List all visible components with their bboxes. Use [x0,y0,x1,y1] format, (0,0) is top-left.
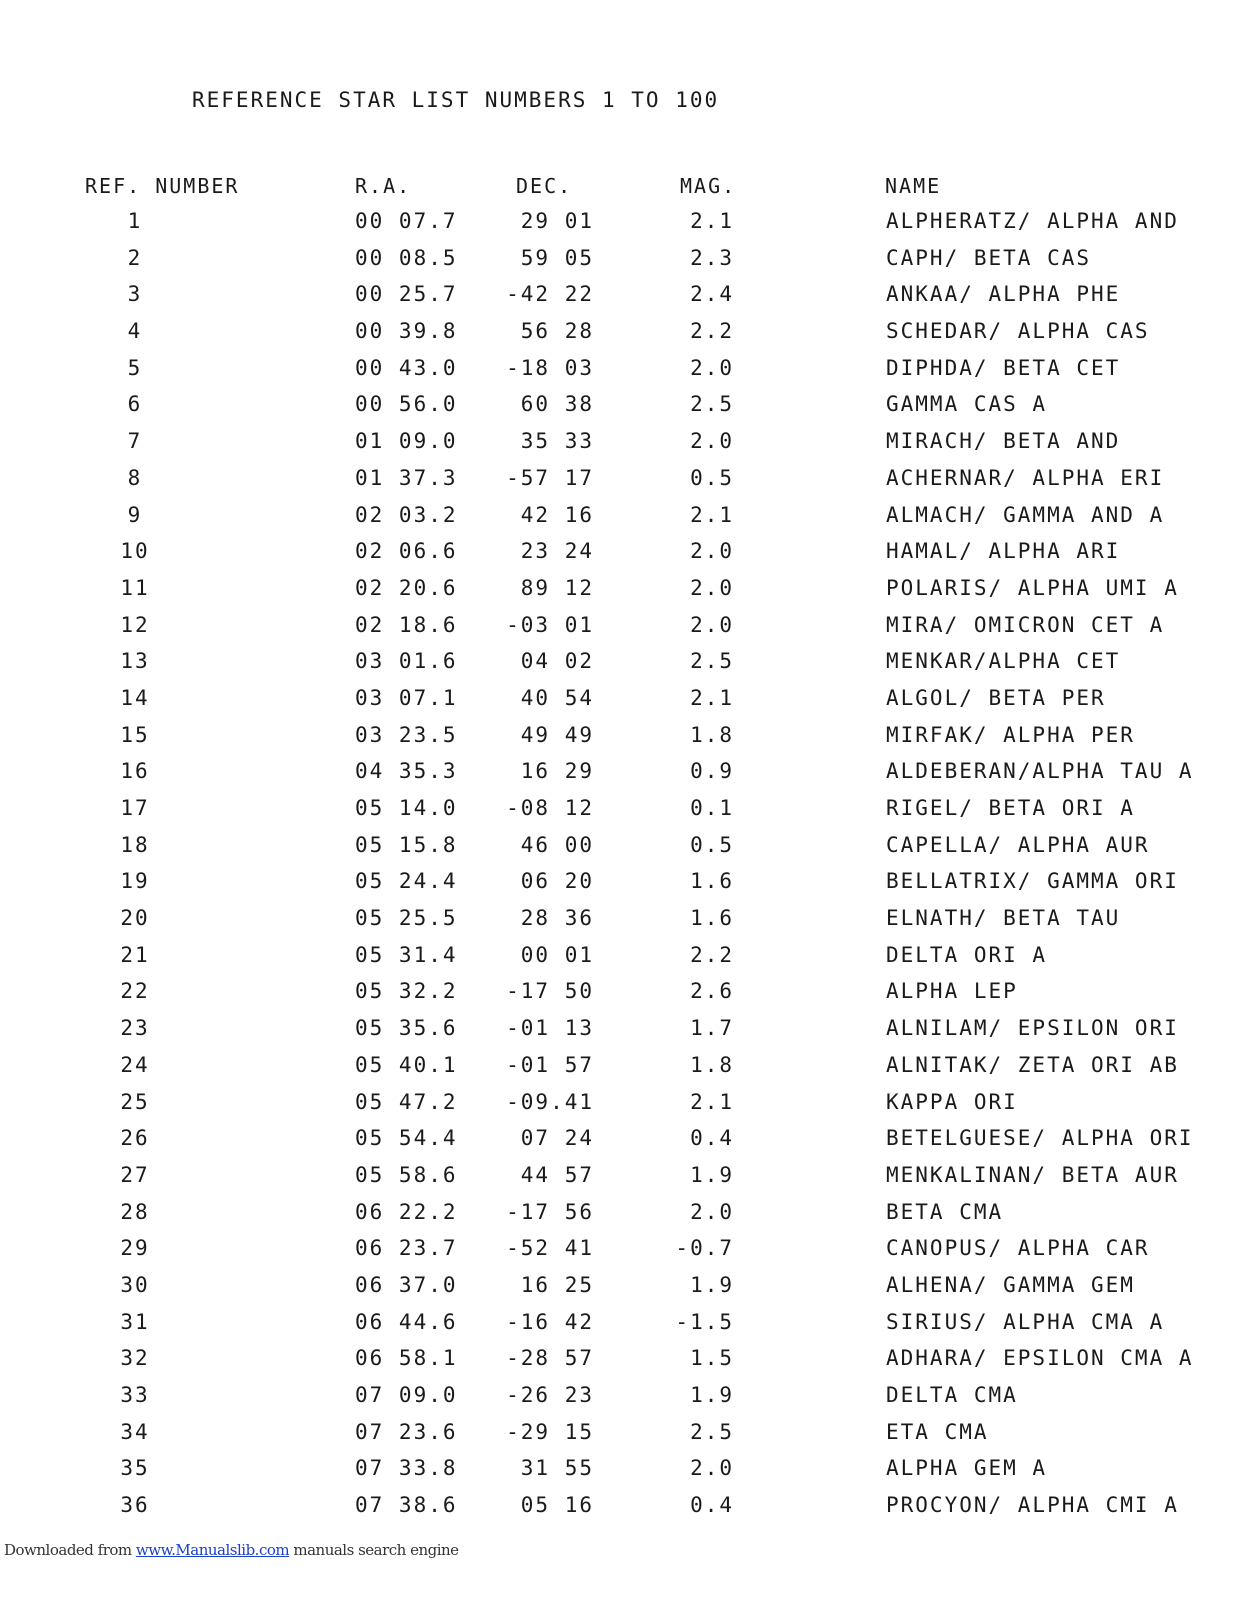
table-row [0,1124,1237,1161]
mag-cell: -1.5 [675,1309,734,1334]
dec-cell: -26 23 [506,1383,594,1407]
mag-cell: 1.5 [690,1346,734,1371]
ref-number-cell: 21 [120,942,150,967]
dec-cell: -01 13 [506,1016,594,1041]
ref-number-cell: 8 [127,465,143,490]
ref-number-cell: 6 [127,392,143,417]
table-row [0,941,1237,978]
column-header-mag: MAG. [680,174,737,198]
ra-cell: 07 38.6 [355,1493,458,1518]
table-row [0,1051,1237,1088]
table-row [0,574,1237,611]
ref-number-cell: 15 [120,722,150,747]
star-name-cell: MIRA/ OMICRON CET A [886,612,1165,637]
ra-cell: 03 01.6 [355,649,458,674]
star-name-cell: SIRIUS/ ALPHA CMA A [886,1309,1165,1334]
ra-cell: 02 03.2 [355,502,458,527]
table-row [0,977,1237,1014]
star-name-cell: ALHENA/ GAMMA GEM [886,1272,1135,1297]
mag-cell: 2.2 [690,942,734,967]
star-name-cell: MENKALINAN/ BETA AUR [886,1162,1179,1187]
ra-cell: 01 09.0 [355,429,458,454]
table-row [0,1161,1237,1198]
ref-number-cell: 32 [120,1346,150,1371]
ref-number-cell: 36 [120,1493,150,1518]
mag-cell: 1.9 [690,1162,734,1187]
mag-cell: 2.1 [690,502,734,527]
ra-cell: 05 31.4 [355,942,458,967]
table-row [0,647,1237,684]
dec-cell: -42 22 [506,282,594,307]
ref-number-cell: 25 [120,1089,150,1114]
mag-cell: 2.1 [690,209,734,233]
dec-cell: -18 03 [506,355,594,380]
star-name-cell: GAMMA CAS A [886,392,1048,417]
dec-cell: 46 00 [520,832,594,857]
mag-cell: 2.5 [690,649,734,674]
ref-number-cell: 7 [127,429,143,454]
star-name-cell: HAMAL/ ALPHA ARI [886,539,1121,564]
ra-cell: 05 14.0 [355,796,458,820]
ref-number-cell: 11 [120,575,150,600]
ra-cell: 06 22.2 [355,1199,458,1224]
table-row [0,721,1237,758]
ra-cell: 05 47.2 [355,1089,458,1114]
ref-number-cell: 33 [120,1383,150,1407]
star-name-cell: BELLATRIX/ GAMMA ORI [886,869,1179,894]
ra-cell: 03 07.1 [355,685,458,710]
table-row [0,354,1237,391]
dec-cell: 00 01 [520,942,594,967]
dec-cell: -09.41 [506,1089,594,1114]
ref-number-cell: 13 [120,649,150,674]
page-title: REFERENCE STAR LIST NUMBERS 1 TO 100 [192,88,720,112]
table-row [0,207,1237,244]
star-name-cell: MIRACH/ BETA AND [886,429,1121,454]
ra-cell: 00 43.0 [355,355,458,380]
star-name-cell: ALNILAM/ EPSILON ORI [886,1016,1179,1041]
star-name-cell: ACHERNAR/ ALPHA ERI [886,465,1165,490]
mag-cell: 2.4 [690,282,734,307]
table-row [0,794,1237,831]
mag-cell: 1.6 [690,906,734,931]
mag-cell: 2.0 [690,1456,734,1481]
dec-cell: 44 57 [520,1162,594,1187]
star-name-cell: BETELGUESE/ ALPHA ORI [886,1126,1194,1151]
ref-number-cell: 14 [120,685,150,710]
mag-cell: -0.7 [675,1236,734,1261]
dec-cell: -57 17 [506,465,594,490]
mag-cell: 1.9 [690,1272,734,1297]
star-name-cell: ETA CMA [886,1419,989,1444]
star-name-cell: DELTA CMA [886,1383,1018,1407]
dec-cell: 49 49 [520,722,594,747]
mag-cell: 2.0 [690,612,734,637]
ref-number-cell: 17 [120,796,150,820]
dec-cell: 56 28 [520,319,594,344]
table-row [0,1088,1237,1125]
ra-cell: 07 33.8 [355,1456,458,1481]
ra-cell: 06 23.7 [355,1236,458,1261]
star-name-cell: ELNATH/ BETA TAU [886,906,1121,931]
dec-cell: 16 29 [520,759,594,784]
table-row [0,1381,1237,1418]
star-name-cell: CANOPUS/ ALPHA CAR [886,1236,1150,1261]
ref-number-cell: 3 [127,282,143,307]
mag-cell: 0.4 [690,1493,734,1518]
star-name-cell: DELTA ORI A [886,942,1048,967]
mag-cell: 0.9 [690,759,734,784]
table-row [0,1491,1237,1528]
table-row [0,684,1237,721]
ra-cell: 02 18.6 [355,612,458,637]
star-name-cell: KAPPA ORI [886,1089,1018,1114]
dec-cell: -03 01 [506,612,594,637]
ref-number-cell: 35 [120,1456,150,1481]
ra-cell: 02 06.6 [355,539,458,564]
table-row [0,464,1237,501]
dec-cell: 89 12 [520,575,594,600]
mag-cell: 2.5 [690,392,734,417]
ra-cell: 01 37.3 [355,465,458,490]
ref-number-cell: 10 [120,539,150,564]
star-name-cell: RIGEL/ BETA ORI A [886,796,1135,820]
ref-number-cell: 5 [127,355,143,380]
mag-cell: 2.1 [690,685,734,710]
table-row [0,280,1237,317]
table-row [0,1014,1237,1051]
table-row [0,244,1237,281]
table-row [0,1454,1237,1491]
ref-number-cell: 24 [120,1052,150,1077]
table-row [0,1271,1237,1308]
ra-cell: 04 35.3 [355,759,458,784]
ref-number-cell: 2 [127,245,143,270]
star-name-cell: ALPHA LEP [886,979,1018,1004]
ra-cell: 00 25.7 [355,282,458,307]
table-row [0,427,1237,464]
footer-prefix: Downloaded from [4,1541,136,1559]
ra-cell: 07 23.6 [355,1419,458,1444]
dec-cell: 28 36 [520,906,594,931]
star-name-cell: ALNITAK/ ZETA ORI AB [886,1052,1179,1077]
column-header-dec: DEC. [516,174,573,198]
table-row [0,611,1237,648]
ra-cell: 05 40.1 [355,1052,458,1077]
table-row [0,1308,1237,1345]
star-name-cell: MIRFAK/ ALPHA PER [886,722,1135,747]
mag-cell: 1.9 [690,1383,734,1407]
table-row [0,1344,1237,1381]
mag-cell: 2.3 [690,245,734,270]
ra-cell: 05 58.6 [355,1162,458,1187]
mag-cell: 0.4 [690,1126,734,1151]
ref-number-cell: 22 [120,979,150,1004]
table-row [0,501,1237,538]
star-name-cell: MENKAR/ALPHA CET [886,649,1121,674]
ra-cell: 05 32.2 [355,979,458,1004]
ref-number-cell: 23 [120,1016,150,1041]
ref-number-cell: 30 [120,1272,150,1297]
table-row [0,831,1237,868]
table-row [0,1418,1237,1455]
ref-number-cell: 34 [120,1419,150,1444]
star-name-cell: CAPH/ BETA CAS [886,245,1092,270]
star-name-cell: ADHARA/ EPSILON CMA A [886,1346,1194,1371]
star-name-cell: BETA CMA [886,1199,1004,1224]
mag-cell: 2.0 [690,429,734,454]
dec-cell: 60 38 [520,392,594,417]
mag-cell: 2.1 [690,1089,734,1114]
ra-cell: 05 24.4 [355,869,458,894]
ra-cell: 05 35.6 [355,1016,458,1041]
table-row [0,1198,1237,1235]
ref-number-cell: 18 [120,832,150,857]
dec-cell: 16 25 [520,1272,594,1297]
mag-cell: 1.7 [690,1016,734,1041]
ra-cell: 02 20.6 [355,575,458,600]
ra-cell: 00 39.8 [355,319,458,344]
star-name-cell: ALDEBERAN/ALPHA TAU A [886,759,1194,784]
ra-cell: 05 54.4 [355,1126,458,1151]
star-name-cell: PROCYON/ ALPHA CMI A [886,1493,1179,1518]
column-header-ref-number: REF. NUMBER [85,174,240,198]
ref-number-cell: 4 [127,319,143,344]
ra-cell: 05 25.5 [355,906,458,931]
mag-cell: 2.0 [690,539,734,564]
manualslib-link[interactable]: www.Manualslib.com [135,1541,290,1559]
ra-cell: 07 09.0 [355,1383,458,1407]
ref-number-cell: 29 [120,1236,150,1261]
ref-number-cell: 31 [120,1309,150,1334]
dec-cell: 31 55 [520,1456,594,1481]
ref-number-cell: 1 [127,209,143,233]
mag-cell: 0.5 [690,465,734,490]
star-name-cell: ALPHERATZ/ ALPHA AND [886,209,1179,233]
footer-suffix: manuals search engine [289,1541,459,1559]
dec-cell: 35 33 [520,429,594,454]
dec-cell: 42 16 [520,502,594,527]
ra-cell: 06 44.6 [355,1309,458,1334]
mag-cell: 1.8 [690,722,734,747]
mag-cell: 2.0 [690,355,734,380]
mag-cell: 2.6 [690,979,734,1004]
dec-cell: -16 42 [506,1309,594,1334]
ra-cell: 06 58.1 [355,1346,458,1371]
star-name-cell: DIPHDA/ BETA CET [886,355,1121,380]
dec-cell: 07 24 [520,1126,594,1151]
column-header-ra: R.A. [355,174,412,198]
ra-cell: 00 08.5 [355,245,458,270]
download-footer [4,1541,459,1559]
dec-cell: 23 24 [520,539,594,564]
star-list-table [0,207,1237,1528]
ra-cell: 03 23.5 [355,722,458,747]
table-row [0,537,1237,574]
table-row [0,904,1237,941]
ref-number-cell: 19 [120,869,150,894]
dec-cell: -52 41 [506,1236,594,1261]
dec-cell: -17 50 [506,979,594,1004]
mag-cell: 2.0 [690,1199,734,1224]
ref-number-cell: 28 [120,1199,150,1224]
dec-cell: -01 57 [506,1052,594,1077]
star-name-cell: ANKAA/ ALPHA PHE [886,282,1121,307]
mag-cell: 1.6 [690,869,734,894]
ref-number-cell: 9 [127,502,143,527]
mag-cell: 2.2 [690,319,734,344]
ref-number-cell: 12 [120,612,150,637]
ref-number-cell: 20 [120,906,150,931]
ref-number-cell: 16 [120,759,150,784]
table-row [0,757,1237,794]
ref-number-cell: 27 [120,1162,150,1187]
dec-cell: 40 54 [520,685,594,710]
star-name-cell: SCHEDAR/ ALPHA CAS [886,319,1150,344]
dec-cell: 59 05 [520,245,594,270]
dec-cell: 04 02 [520,649,594,674]
star-name-cell: CAPELLA/ ALPHA AUR [886,832,1150,857]
ra-cell: 00 56.0 [355,392,458,417]
star-name-cell: ALPHA GEM A [886,1456,1048,1481]
table-row [0,317,1237,354]
mag-cell: 1.8 [690,1052,734,1077]
mag-cell: 0.1 [690,796,734,820]
dec-cell: -08 12 [506,796,594,820]
mag-cell: 2.0 [690,575,734,600]
dec-cell: -29 15 [506,1419,594,1444]
star-name-cell: ALMACH/ GAMMA AND A [886,502,1165,527]
table-row [0,390,1237,427]
table-row [0,867,1237,904]
column-header-name: NAME [885,174,942,198]
ref-number-cell: 26 [120,1126,150,1151]
mag-cell: 0.5 [690,832,734,857]
ra-cell: 06 37.0 [355,1272,458,1297]
star-name-cell: ALGOL/ BETA PER [886,685,1106,710]
dec-cell: 06 20 [520,869,594,894]
star-name-cell: POLARIS/ ALPHA UMI A [886,575,1179,600]
ra-cell: 00 07.7 [355,209,458,233]
ra-cell: 05 15.8 [355,832,458,857]
dec-cell: -28 57 [506,1346,594,1371]
dec-cell: 05 16 [520,1493,594,1518]
table-row [0,1234,1237,1271]
dec-cell: 29 01 [520,209,594,233]
mag-cell: 2.5 [690,1419,734,1444]
dec-cell: -17 56 [506,1199,594,1224]
